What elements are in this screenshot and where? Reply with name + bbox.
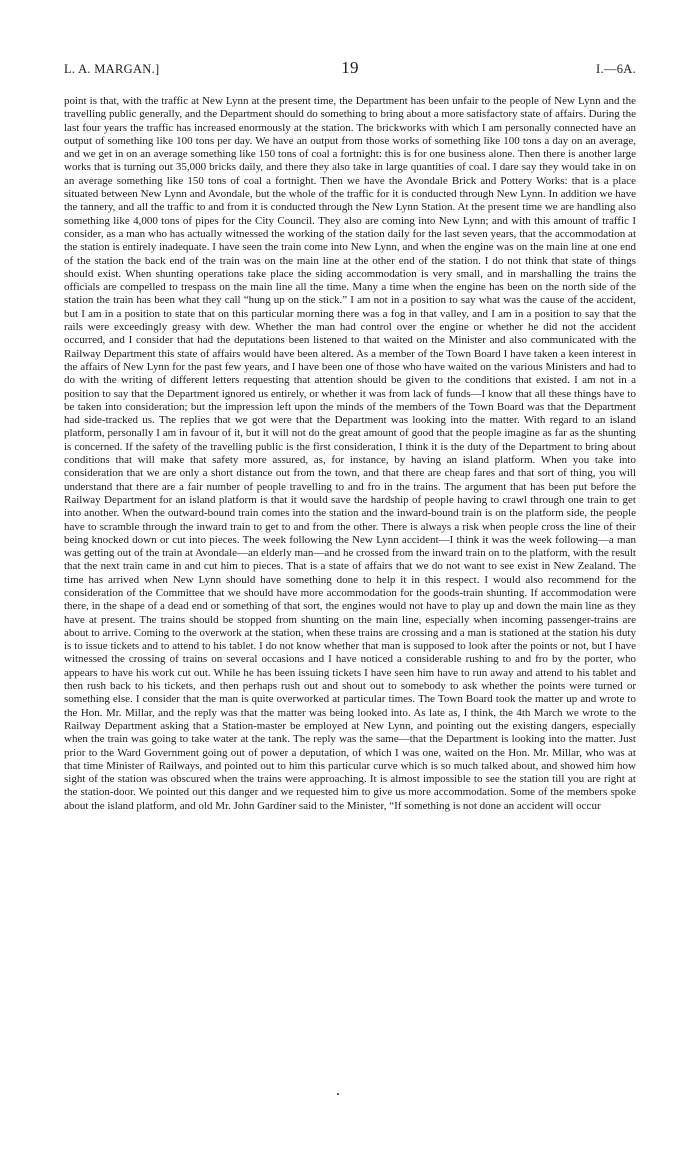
document-reference: I.—6A. — [596, 62, 636, 76]
body-paragraph: point is that, with the traffic at New Lynn at the present time, the Department has been unfair to the people of New Lynn and the travelling public generally, and the Department should do something to bring about a more satisfactory state of affairs. During the last four years the traffic has increased enormously at the station. The brickworks with which I am personally connected have an output of something like 100 tons per day. We have an output from those works of something like 100 tons a day on an average, and we get in on an average something like 150 tons of coal a fortnight: this is for one business alone. Then there is another large works that is turning out 35,000 bricks daily, and there they also take in large quantities of coal. I dare say they would take in on an average something like 150 tons of coal a fortnight. Then we have the Avondale Brick and Pottery Works: that is a place situated between New Lynn and Avondale, but the whole of the traffic for it is conducted through New Lynn. In addition we have the tannery, and all the traffic to and from it is conducted through the New Lynn Station. At the present time we are handling also something like 4,000 tons of pipes for the City Council. They also are coming into New Lynn; and with this amount of traffic I consider, as a man who has actually witnessed the working of the station daily for the last seven years, that the accommodation at the station is entirely inadequate. I have seen the train come into New Lynn, and when the engine was on the main line at one end of the station the back end of the train was on the main line at the other end of the station. I do not think that state of things should exist. When shunting operations take place the siding accommodation is very small, and in marshalling the trains the officials are compelled to trespass on the main line all the time. Many a time when the engine has been on the north side of the station the train has been what they call “hung up on the stick.” I am not in a position to say what was the cause of the accident, but I am in a position to state that on this particular morning there was a fog in that valley, and I am in a position to say that the rails were exceedingly greasy with dew. Whether the man had control over the engine or whether he did not the accident occurred, and I consider that had the deputations been listened to that waited on the Minister and also communicated with the Railway Department this state of affairs would have been altered. As a member of the Town Board I have taken a keen interest in the affairs of New Lynn for the past few years, and I have been one of those who have waited on the various Ministers and had to do with the writing of different letters requesting that attention should be given to the conditions that existed. I am not in a position to say that the Department ignored us entirely, or whether it was from lack of funds—I know that all these things have to be taken into consideration; but the impression left upon the minds of the members of the Town Board was that the Department had side-tracked us. The replies that we got were that the Department was looking into the matter. With regard to an island platform, personally I am in favour of it, but it will not do the great amount of good that the people imagine as far as the shunting is concerned. If the safety of the travelling public is the first consideration, I think it is the duty of the Department to bring about conditions that will make that safety more assured, as, for instance, by having an island platform. When you take into consideration that we are only a short distance out from the town, and that there are cheap fares and that sort of thing, you will understand that there are a fair number of people travelling to and fro in the trains. The argument that has been put before the Railway Department for an island platform is that it would save the hardship of people having to crawl through one train to get into another. When the outward-bound train comes into the station and the inward-bound train is on the platform side, the people have to scramble through the inward train to get to and from the other. There is always a risk when people cross the line of their being knocked down or cut into pieces. The week following the New Lynn accident—I think it was the week following—a man was getting out of the train at Avondale—an elderly man—and he crossed from the inward train on to the platform, with the result that the next train came in and cut him to pieces. That is a state of affairs that we do not want to see exist in New Zealand. The time has arrived when New Lynn should have something done to help it in this respect. I would also recommend for the consideration of the Committee that we should have more accommodation for the goods-train shunting. If accommodation were there, in the shape of a dead end or something of that sort, the engines would not have to play up and down the main line as they have at present. The trains should be stopped from shunting on the main line, especially when incoming passenger-trains are about to arrive. Coming to the overwork at the station, when these trains are crossing and a man is stationed at the station his duty is to issue tickets and to attend to his tablet. I do not know whether that man is supposed to look after the points or not, but I have witnessed the crossing of trains on several occasions and I have noticed a considerable rushing to and fro by the porter, who appears to have his work cut out. While he has been issuing tickets I have seen him have to run away and attend to his tablet and then rush back to his tickets, and then perhaps rush out and shout out to somebody to ask whether the points were turned or something else. I consider that the man is quite overworked at particular times. The Town Board took the matter up and wrote to the Hon. Mr. Millar, and the reply was that the matter was being looked into. As late as, I think, the 4th March we wrote to the Railway Department asking that a Station-master be employed at New Lynn, and pointing out the existing dangers, especially when the train was going to take water at the tank. The reply was the same—that the Department is looking into the matter. Just prior to the Ward Government going out of power a deputation, of which I was one, waited on the Hon. Mr. Millar, who was at that time Minister of Railways, and pointed out to him this particular curve which is so much talked about, and showed him how sight of the station was obscured when the trains were approaching. It is almost impossible to see the station till you are right at the station-door. We pointed out this danger and we requested him to give us more accommodation. Some of the members spoke about the island platform, and old Mr. John Gardiner said to the Minister, “If something is not done an accident will occur — [64, 95, 636, 812]
page-number: 19 — [341, 58, 359, 77]
author-running-head: L. A. MARGAN.] — [64, 62, 160, 76]
document-body — [64, 95, 636, 813]
page-header — [64, 58, 636, 82]
footer-mark: . — [336, 1082, 340, 1099]
